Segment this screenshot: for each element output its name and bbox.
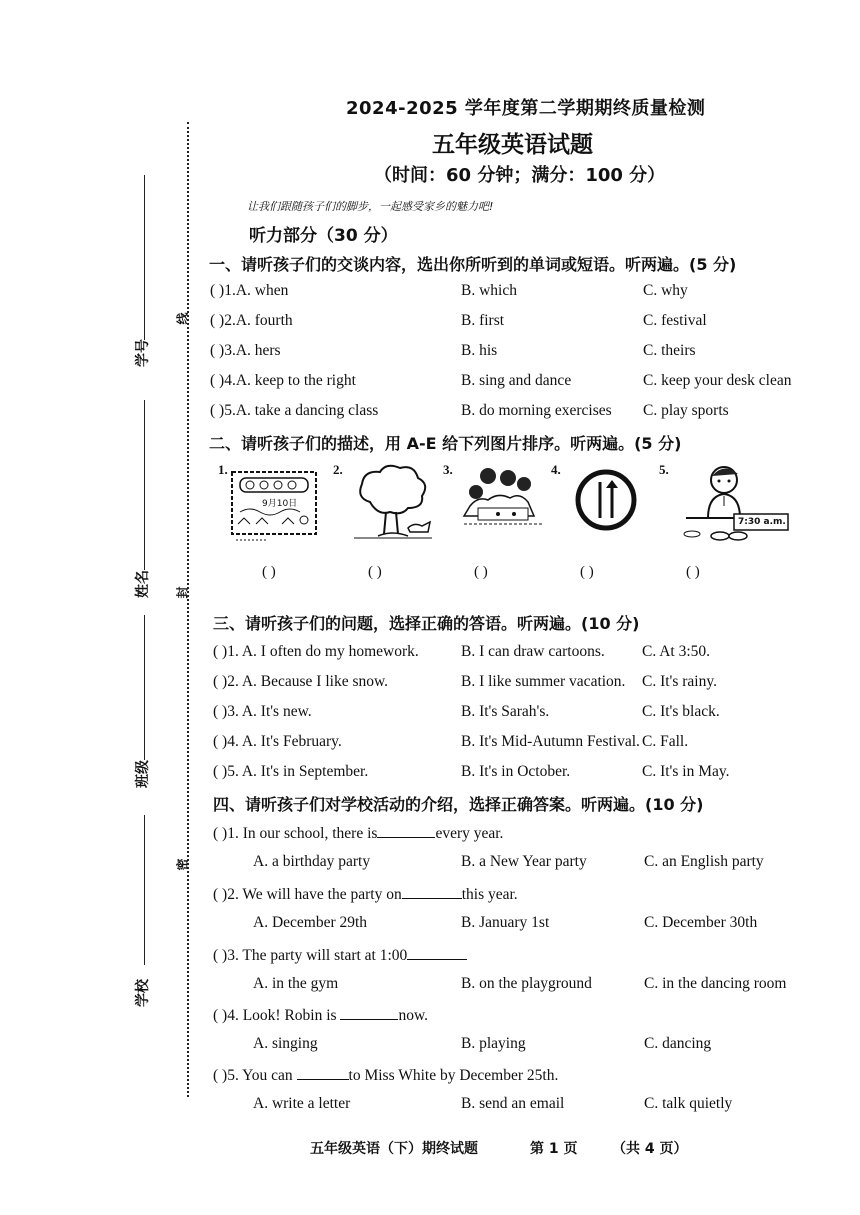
fill-blank[interactable] [377,823,435,838]
side-label-student-number: 学号 [135,339,151,367]
pic-number-5: 5. [659,462,669,477]
class-line [144,615,145,760]
pic-answer-blank-5[interactable]: ( ) [686,564,700,580]
seal-char-line: 线 [175,312,190,325]
pic-number-4: 4. [551,462,561,477]
listening-part-title: 听力部分（30 分） [249,226,398,246]
picture-1-date-text: 9月10日 [262,499,298,509]
exam-period-title: 2024-2025 学年度第二学期期终质量检测 [346,98,706,119]
fill-blank[interactable] [340,1005,398,1020]
fill-blank[interactable] [407,945,467,960]
picture-5-boy-breakfast [682,462,792,550]
pic-answer-blank-3[interactable]: ( ) [474,564,488,580]
exam-title: 五年级英语试题 [432,132,593,158]
seal-char-secret: 密 [175,858,190,871]
section1-title: 一、请听孩子们的交谈内容，选出你所听到的单词或短语。听两遍。(5 分) [209,255,737,274]
pic-answer-blank-2[interactable]: ( ) [368,564,382,580]
fill-blank[interactable] [402,884,462,899]
section4-title: 四、请听孩子们对学校活动的介绍，选择正确答案。听两遍。(10 分) [213,795,704,814]
student-number-line [144,175,145,340]
section3-title: 三、请听孩子们的问题，选择正确的答语。听两遍。(10 分) [213,614,640,633]
footer-total-pages: （共 4 页） [612,1141,688,1157]
picture-5-time-label: 7:30 a.m. [738,517,786,527]
section2-title: 二、请听孩子们的描述，用 A-E 给下列图片排序。听两遍。(5 分) [209,434,682,453]
picture-2-tree [350,462,436,542]
side-label-class: 班级 [135,760,151,788]
seal-char-seal: 封 [175,586,190,599]
motto-text: 让我们跟随孩子们的脚步，一起感受家乡的魅力吧! [247,200,494,213]
footer-exam-name: 五年级英语（下）期终试题 [310,1141,478,1157]
pic-number-1: 1. [218,462,228,477]
seal-dotted-line [187,122,189,1097]
fill-blank[interactable] [297,1065,349,1080]
picture-4-keep-right-sign [574,468,638,532]
exam-time-score: （时间：60 分钟；满分：100 分） [374,165,666,186]
pic-number-2: 2. [333,462,343,477]
side-label-name: 姓名 [135,570,151,598]
side-label-school: 学校 [135,979,151,1007]
pic-answer-blank-1[interactable]: ( ) [262,564,276,580]
pic-answer-blank-4[interactable]: ( ) [580,564,594,580]
footer-page-number: 第 1 页 [530,1141,578,1157]
picture-3-children-group [458,462,550,534]
name-line [144,400,145,570]
school-line [144,815,145,965]
pic-number-3: 3. [443,462,453,477]
